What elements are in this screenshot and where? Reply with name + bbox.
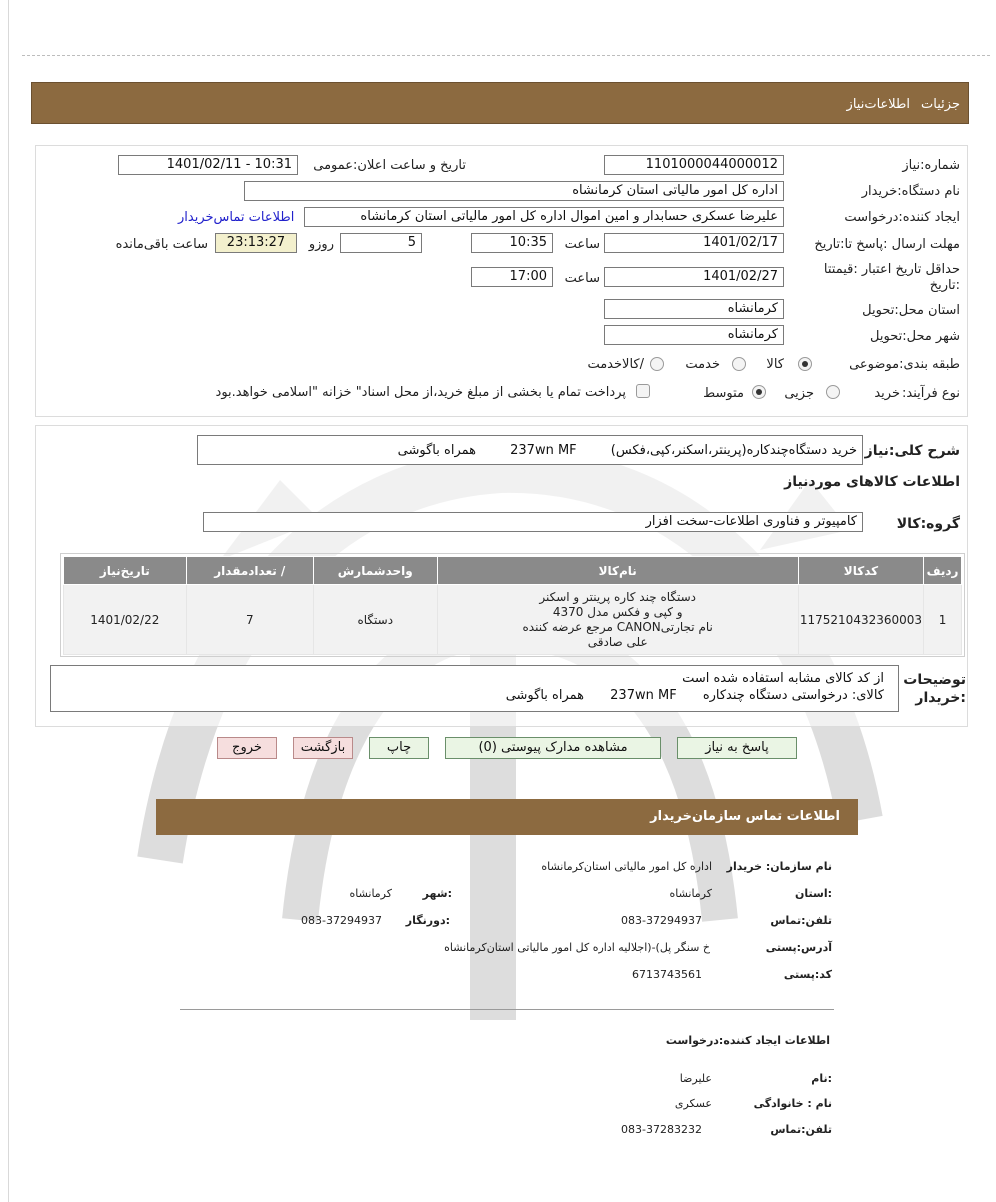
cat-service-label: خدمت — [685, 357, 720, 372]
treasury-payment-checkbox[interactable] — [636, 384, 650, 398]
back-button[interactable]: بازگشت — [293, 737, 353, 759]
send-date-field: 1401/02/17 — [604, 233, 784, 253]
cell-name — [437, 585, 798, 655]
buyer-notes-line-1: از کد کالای مشابه استفاده شده است — [682, 671, 884, 686]
print-button[interactable]: چاپ — [369, 737, 429, 759]
buyer-org-label: نام دستگاه:خریدار — [861, 184, 960, 199]
radio-cat-goods-service[interactable] — [650, 357, 664, 371]
validity-date-field: 1401/02/27 — [604, 267, 784, 287]
creator-name-value: علیرضا — [679, 1072, 712, 1085]
send-hour-label: ساعت — [564, 237, 600, 252]
creator-family-value: عسکری — [674, 1097, 712, 1110]
general-desc-text-2: همراه باگوشی — [397, 443, 476, 458]
tab-details[interactable]: جزئیات — [921, 97, 960, 112]
tab-need-info[interactable]: اطلاعات‌نیاز — [846, 97, 910, 112]
general-desc-model: 237wn MF — [510, 443, 577, 458]
announce-date-label: تاریخ و ساعت اعلان:عمومی — [313, 158, 466, 173]
buyer-notes-label-1: توضیحات — [903, 672, 966, 688]
col-name: نام‌کالا — [437, 557, 798, 585]
address-value: خ سنگر پل)-(اجلالیه اداره کل امور مالیاتی استان‌کرمانشاه — [444, 941, 710, 954]
cell-unit: دستگاه — [313, 585, 437, 655]
buyer-notes-model: 237wn MF — [610, 688, 677, 703]
announce-date-field: 1401/02/11 - 10:31 — [118, 155, 298, 175]
cat-goods-service-label: /کالاخدمت — [587, 357, 644, 372]
buyer-notes-line-2a: کالای: درخواستی دستگاه چندکاره — [702, 688, 884, 703]
buyer-org-field: اداره کل امور مالیاتی استان کرمانشاه — [244, 181, 784, 201]
section-divider — [180, 1009, 834, 1010]
radio-process-partial[interactable] — [826, 385, 840, 399]
treasury-payment-note: پرداخت تمام یا بخشی از مبلغ خرید،از محل اسناد" خزانه "اسلامی خواهد.بود — [215, 385, 626, 400]
cell-name-line-4: علی صادقی — [587, 634, 648, 649]
process-type-label: نوع فرآیند: — [902, 386, 960, 401]
cell-qty: 7 — [186, 585, 313, 655]
col-unit: واحدشمارش — [313, 557, 437, 585]
days-field: 5 — [340, 233, 422, 253]
creator-phone-value: 083-37283232 — [621, 1123, 702, 1136]
postal-value: 6713743561 — [632, 968, 702, 981]
table-row — [64, 585, 962, 655]
cell-need-date: 1401/02/22 — [64, 585, 187, 655]
page-header-band — [31, 82, 969, 124]
general-desc-text: خرید دستگاه‌چندکاره(پرینتر،اسکنر،کپی،فکس) — [610, 443, 857, 458]
remaining-time-field: 23:13:27 — [215, 233, 297, 253]
col-qty: / تعدادمقدار — [186, 557, 313, 585]
validity-time-field: 17:00 — [471, 267, 553, 287]
buyer-notes-line-2b: همراه باگوشی — [505, 688, 585, 703]
creator-family-label: نام : خانوادگی — [753, 1097, 832, 1110]
address-label: آدرس:پستی — [765, 941, 832, 954]
general-desc-field — [197, 435, 863, 465]
col-code: کدکالا — [798, 557, 923, 585]
contact-fax-label: :دورنگار — [405, 914, 450, 927]
category-label: طبقه بندی:موضوعی — [849, 357, 960, 372]
buyer-notes-label-2: :خریدار — [915, 690, 966, 706]
validity-hour-label: ساعت — [564, 271, 600, 286]
send-deadline-label: مهلت ارسال :پاسخ تا:تاریخ — [814, 237, 960, 252]
attachments-button[interactable]: مشاهده مدارک پیوستی (0) — [445, 737, 661, 759]
contact-phone-value: 083-37294937 — [621, 914, 702, 927]
need-number-label: شماره:نیاز — [902, 158, 960, 173]
radio-process-medium[interactable] — [752, 385, 766, 399]
col-index: ردیف — [924, 557, 962, 585]
contact-province-value: کرمانشاه — [669, 887, 712, 900]
cat-goods-label: کالا — [766, 357, 784, 372]
top-separator — [22, 55, 990, 56]
contact-province-label: :استان — [795, 887, 832, 900]
reply-button[interactable]: پاسخ به نیاز — [677, 737, 797, 759]
contact-title: اطلاعات تماس سازمان‌خریدار — [650, 809, 840, 824]
buyer-notes-field — [50, 665, 899, 712]
org-label: نام سازمان: خریدار — [726, 860, 832, 873]
process-buy-label: خرید — [874, 386, 900, 401]
need-number-field: 1101000044000012 — [604, 155, 784, 175]
city-field: کرمانشاه — [604, 325, 784, 345]
goods-group-field: کامپیوتر و فناوری اطلاعات-سخت افزار — [203, 512, 863, 532]
creator-name-label: :نام — [811, 1072, 832, 1085]
province-label: استان محل:تحویل — [862, 303, 960, 318]
remaining-label: ساعت باقی‌مانده — [115, 237, 208, 252]
postal-label: کد:پستی — [783, 968, 832, 981]
contact-phone-label: تلفن:تماس — [770, 914, 832, 927]
buyer-contact-link[interactable]: اطلاعات تماس‌خریدار — [178, 210, 295, 225]
cell-code: 1175210432360003 — [798, 585, 923, 655]
goods-info-title: اطلاعات کالاهای موردنیاز — [784, 474, 960, 490]
send-time-field: 10:35 — [471, 233, 553, 253]
process-partial-label: جزیی — [784, 386, 814, 401]
creator-info-title: اطلاعات ایجاد کننده:درخواست — [665, 1034, 830, 1047]
col-need-date: تاریخ‌نیاز — [64, 557, 187, 585]
radio-cat-service[interactable] — [732, 357, 746, 371]
cell-name-line-1: دستگاه چند کاره پرینتر و اسکنر — [539, 589, 697, 604]
contact-header-band — [156, 799, 858, 835]
process-medium-label: متوسط — [703, 386, 744, 401]
general-desc-label: شرح کلی:نیاز — [864, 443, 960, 459]
city-label: شهر محل:تحویل — [870, 329, 960, 344]
org-value: اداره کل امور مالیاتی استان‌کرمانشاه — [541, 860, 712, 873]
left-border-line — [8, 0, 9, 1202]
cell-name-line-3: نام تجارتیCANON مرجع عرضه کننده — [522, 619, 713, 634]
goods-table — [63, 556, 962, 655]
cell-index: 1 — [924, 585, 962, 655]
radio-cat-goods[interactable] — [798, 357, 812, 371]
creator-phone-label: تلفن:تماس — [770, 1123, 832, 1136]
province-field: کرمانشاه — [604, 299, 784, 319]
creator-label: ایجاد کننده:درخواست — [844, 210, 960, 225]
buyer-notes-line-2 — [65, 687, 884, 704]
contact-city-value: کرمانشاه — [349, 887, 392, 900]
goods-group-label: گروه:کالا — [896, 516, 960, 532]
creator-field: علیرضا عسکری حسابدار و امین اموال اداره کل امور مالیاتی استان کرمانشاه — [304, 207, 784, 227]
exit-button[interactable]: خروج — [217, 737, 277, 759]
contact-fax-value: 083-37294937 — [301, 914, 382, 927]
cell-name-line-2: و کپی و فکس مدل 4370 — [552, 604, 683, 619]
min-validity-label: حداقل تاریخ اعتبار :قیمتتا :تاریخ — [823, 262, 960, 293]
days-label: روزو — [308, 237, 334, 252]
contact-city-label: :شهر — [422, 887, 452, 900]
